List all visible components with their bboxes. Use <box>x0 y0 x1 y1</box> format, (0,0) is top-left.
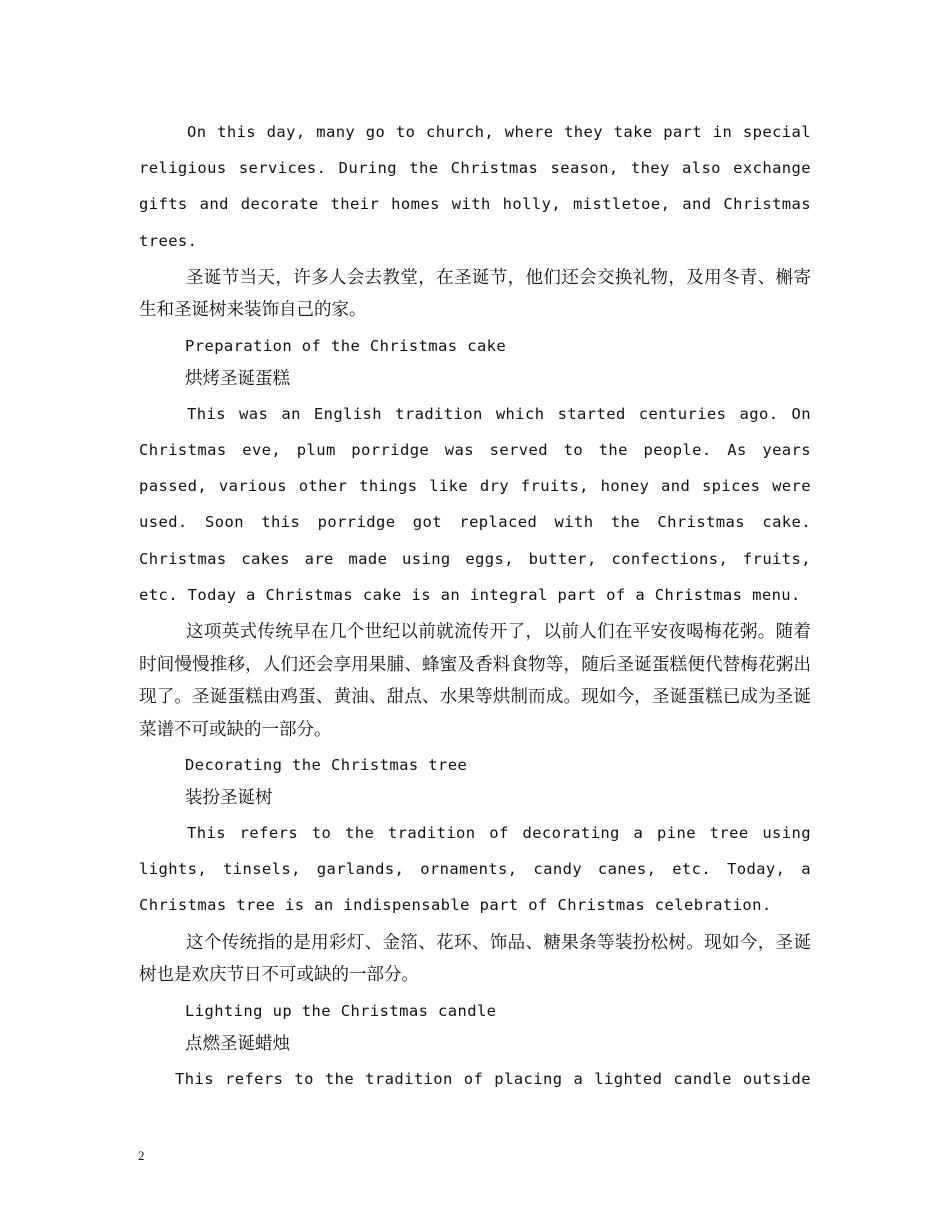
heading-christmas-cake-zh: 烘烤圣诞蛋糕 <box>185 368 290 389</box>
heading-christmas-tree-en: Decorating the Christmas tree <box>185 756 468 775</box>
paragraph-christmas-day-en: On this day, many go to church, where they take part in special religious services. During the Christmas season, they also exchange gifts and decorate their homes with holly, mistletoe, and Christmas trees. <box>139 123 811 250</box>
paragraph-christmas-cake-en: This was an English tradition which started centuries ago. On Christmas eve, plum porridge was served to the people. As years passed, various other things like dry fruits, honey and spices were used. Soon this porridge got replaced with the Christmas cake. Christmas cakes are made using eggs, butter, confections, fruits, etc. Today a Christmas cake is an integral part of a Christmas menu. <box>139 404 811 604</box>
paragraph-christmas-candle-en: This refers to the tradition of placing a lighted candle outside <box>175 1069 811 1088</box>
heading-christmas-candle-en: Lighting up the Christmas candle <box>185 1001 497 1020</box>
paragraph-christmas-tree-en: This refers to the tradition of decorating a pine tree using lights, tinsels, garlands, ornaments, candy canes, etc. Today, a Christmas tree is an indispensable part of Christmas celebration. <box>139 824 811 915</box>
document-body <box>139 114 811 1097</box>
page-number: 2 <box>138 1148 145 1163</box>
heading-christmas-cake-en: Preparation of the Christmas cake <box>185 336 507 355</box>
heading-christmas-tree-zh: 装扮圣诞树 <box>185 788 273 809</box>
paragraph-christmas-day-zh: 圣诞节当天，许多人会去教堂，在圣诞节，他们还会交换礼物，及用冬青、槲寄生和圣诞树来装饰自己的家。 <box>139 267 811 321</box>
paragraph-christmas-tree-zh: 这个传统指的是用彩灯、金箔、花环、饰品、糖果条等装扮松树。现如今，圣诞树也是欢庆节日不可或缺的一部分。 <box>139 932 811 986</box>
heading-christmas-candle-zh: 点燃圣诞蜡烛 <box>185 1033 290 1054</box>
paragraph-christmas-cake-zh: 这项英式传统早在几个世纪以前就流传开了，以前人们在平安夜喝梅花粥。随着时间慢慢推移，人们还会享用果脯、蜂蜜及香料食物等，随后圣诞蛋糕便代替梅花粥出现了。圣诞蛋糕由鸡蛋、黄油、甜点、水果等烘制而成。现如今，圣诞蛋糕已成为圣诞菜谱不可或缺的一部分。 <box>139 622 811 740</box>
